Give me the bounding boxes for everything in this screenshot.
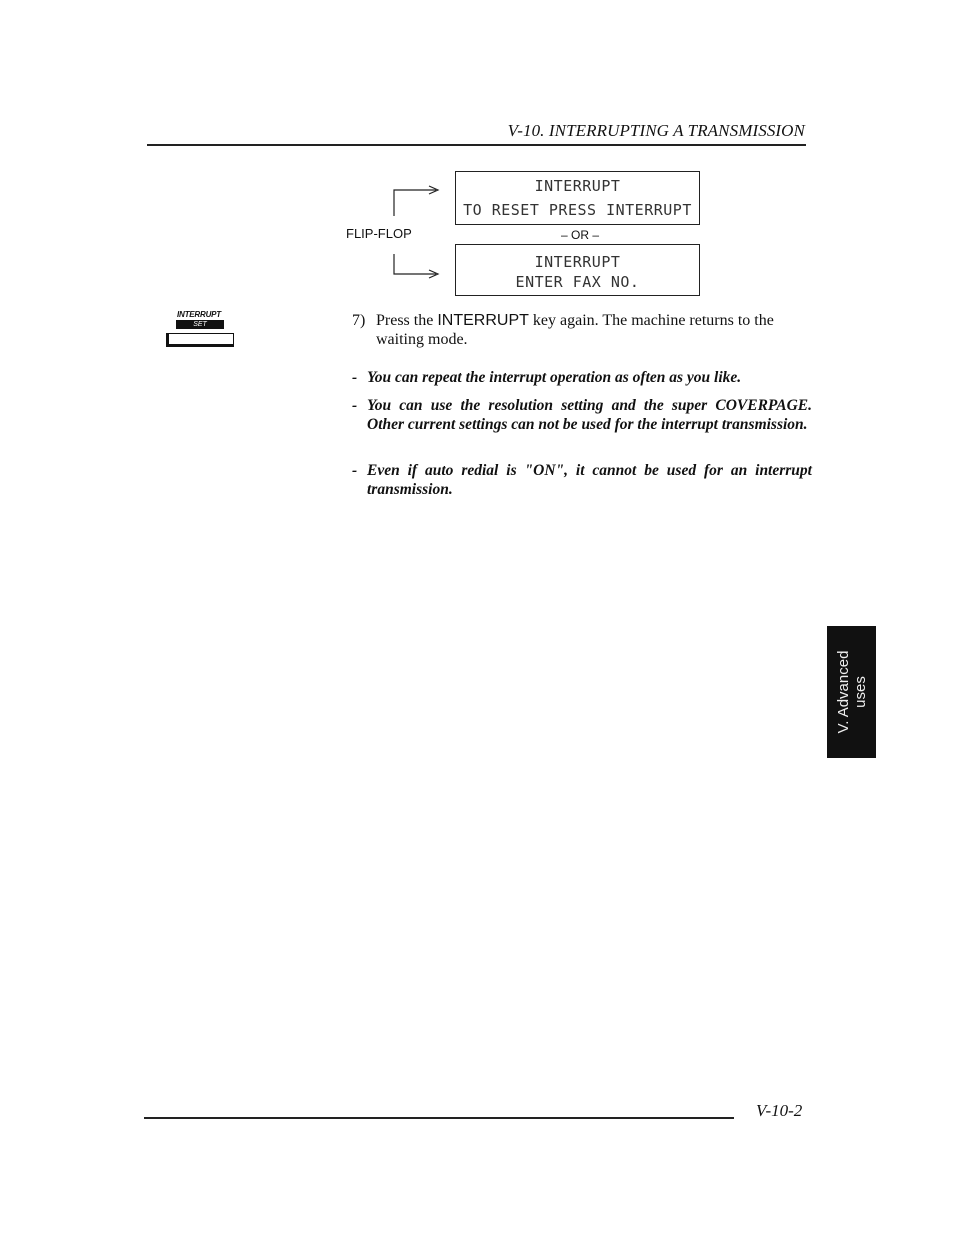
footer-rule	[144, 1117, 734, 1119]
lcd-display-reset	[455, 171, 700, 225]
note-item	[352, 461, 812, 499]
note-bullet: -	[352, 397, 358, 414]
interrupt-key-name: INTERRUPT	[437, 312, 529, 329]
side-tab-line-1: V. Advanced	[834, 650, 852, 734]
page-header-title: V-10. INTERRUPTING A TRANSMISSION	[507, 121, 805, 140]
step-number: 7)	[352, 312, 366, 329]
lcd-line-2: TO RESET PRESS INTERRUPT	[463, 201, 692, 219]
interrupt-key-sublabel: SET	[176, 320, 224, 329]
interrupt-key-label: INTERRUPT	[177, 310, 221, 319]
note-text: Even if auto redial is "ON", it cannot be used for an interrupt transmission.	[367, 462, 812, 498]
page-number: V-10-2	[756, 1101, 803, 1120]
note-text: You can use the resolution setting and the super COVERPAGE. Other current settings can not be used for the interrupt transmission.	[367, 397, 812, 433]
or-separator: – OR –	[560, 228, 599, 242]
note-bullet: -	[352, 462, 358, 479]
note-item	[352, 368, 812, 387]
note-text: You can repeat the interrupt operation as often as you like.	[367, 369, 742, 386]
lcd-line-2: ENTER FAX NO.	[515, 273, 640, 291]
lcd-display-enter-fax	[455, 244, 700, 296]
header-rule	[147, 144, 806, 146]
note-bullet: -	[352, 369, 358, 386]
step-text-before: Press the	[376, 312, 438, 329]
step-text	[376, 311, 812, 349]
step-7	[352, 311, 812, 349]
side-tab-line-2: uses	[851, 676, 869, 708]
flip-flop-label: FLIP-FLOP	[346, 226, 412, 241]
lcd-line-1: INTERRUPT	[534, 177, 621, 195]
step-text-after: key again. The machine returns to the waiting mode.	[376, 312, 774, 348]
section-side-tab	[827, 626, 876, 758]
lcd-line-1: INTERRUPT	[534, 253, 621, 271]
note-item	[352, 396, 812, 434]
side-tab-label	[835, 651, 869, 734]
interrupt-key-icon	[166, 333, 234, 347]
